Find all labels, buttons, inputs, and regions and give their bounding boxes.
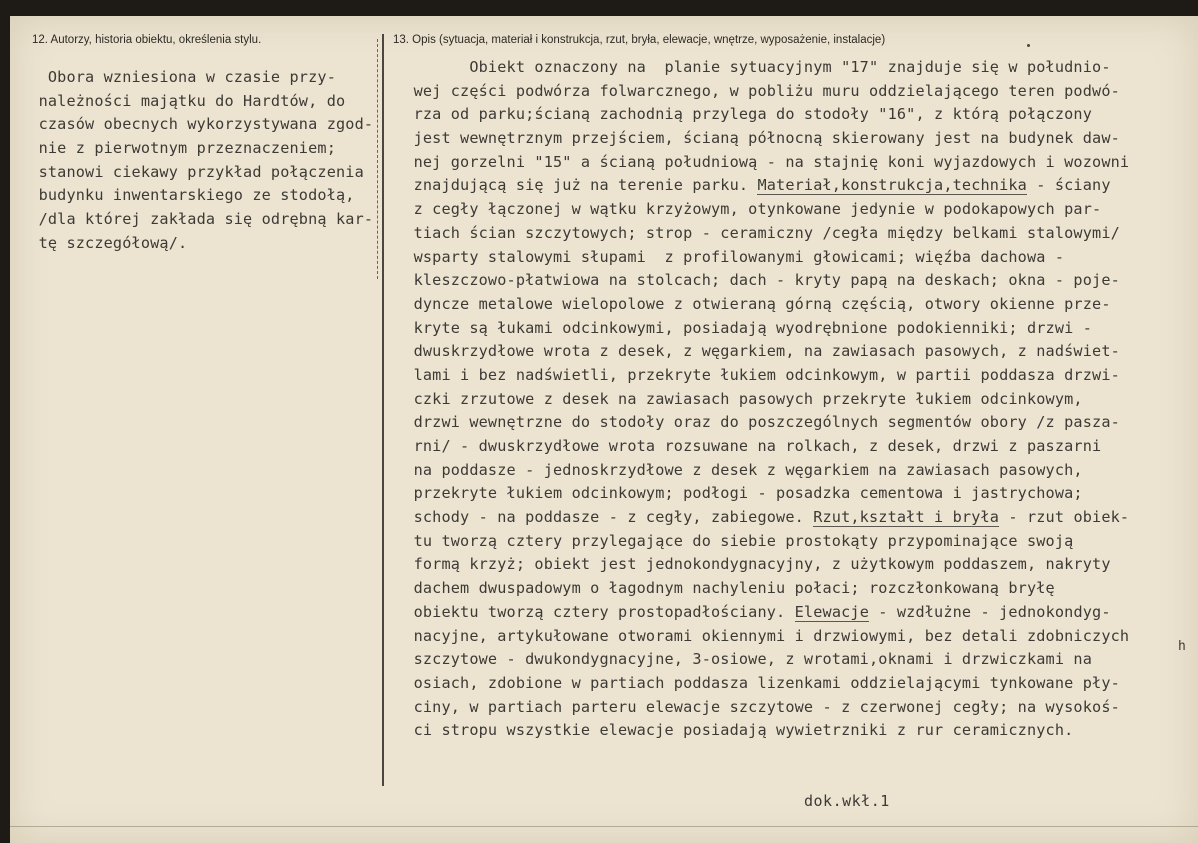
description-line [395, 56, 1129, 80]
description-line [395, 293, 1129, 317]
description-line [395, 577, 1129, 601]
description-text-segment: Obiekt oznaczony na planie sytuacyjnym "17" znajduje się w południo- [395, 58, 1111, 76]
description-line [395, 127, 1129, 151]
description-text-segment: na poddasze - jednoskrzydłowe z desek z węgarkiem na zawiasach pasowych, [395, 460, 1083, 479]
section-heading: Rzut,kształt i bryła [813, 508, 1000, 527]
history-line: stanowi ciekawy przykład połączenia [20, 162, 364, 181]
description-text [395, 56, 1129, 743]
description-text-segment: rni/ - dwuskrzydłowe wrota rozsuwane na rolkach, z desek, drzwi z paszarni [395, 437, 1102, 455]
history-line: tę szczegółową/. [20, 233, 188, 252]
history-line: należności majątku do Hardtów, do [20, 91, 346, 110]
description-text-segment: - rzut obiek- [999, 508, 1130, 527]
description-text-segment: z cegły łączonej w wątku krzyżowym, otynkowane jedynie w podokapowych par- [395, 200, 1102, 219]
description-text-segment: dwuskrzydłowe wrota z desek, z węgarkiem, na zawiasach pasowych, z nadświet- [395, 342, 1120, 361]
description-line [395, 411, 1129, 435]
description-text-segment: tiach ścian szczytowych; strop - ceramiczny /cegła między belkami stalowymi/ [395, 223, 1120, 242]
description-line [395, 625, 1129, 649]
description-text-segment: formą krzyż; obiekt jest jednokondygnacyjny, z użytkowym poddaszem, nakryty [395, 555, 1111, 574]
description-text-segment: ci stropu wszystkie elewacje posiadają wywietrzniki z rur ceramicznych. [395, 721, 1074, 740]
description-line [395, 672, 1129, 696]
description-line [395, 506, 1129, 530]
description-line [395, 696, 1129, 720]
document-sheet [10, 16, 1198, 843]
description-line [395, 530, 1129, 554]
history-line: /dla której zakłada się odrębną kar- [20, 210, 374, 229]
description-line [395, 174, 1129, 198]
description-line [395, 553, 1129, 577]
section-13-header: 13. Opis (sytuacja, materiał i konstrukcja, rzut, bryła, elewacje, wnętrze, wyposażenie, instalacje) [393, 34, 886, 46]
description-text-segment: obiektu tworzą cztery prostopadłościany. [395, 602, 795, 621]
description-text-segment: lami i bez nadświetli, przekryte łukiem odcinkowym, w partii poddasza drzwi- [395, 365, 1120, 384]
description-line [395, 719, 1129, 743]
description-text-segment: tu tworzą cztery przylegające do siebie prostokąty przypominające swoją [395, 531, 1074, 550]
description-line [395, 459, 1129, 483]
ink-dot [1027, 44, 1030, 47]
description-text-segment: wej części podwórza folwarcznego, w pobliżu muru oddzielającego teren podwó- [395, 81, 1120, 100]
description-line [395, 198, 1129, 222]
description-line [395, 388, 1129, 412]
description-text-segment: - ściany [1026, 176, 1111, 195]
description-line [395, 103, 1129, 127]
description-text-segment: wsparty stalowymi słupami z profilowanymi głowicami; więźba dachowa - [395, 247, 1065, 266]
history-text [20, 66, 373, 256]
history-line: czasów obecnych wykorzystywana zgod- [20, 115, 374, 134]
description-line [395, 340, 1129, 364]
description-text-segment: osiach, zdobione w partiach poddasza lizenkami oddzielającymi tynkowane pły- [395, 673, 1120, 692]
description-line [395, 222, 1129, 246]
description-line [395, 151, 1129, 175]
margin-note: h [1178, 639, 1186, 654]
section-12-header: 12. Autorzy, historia obiektu, określenia stylu. [32, 34, 262, 46]
description-text-segment: dachem dwuspadowym o łagodnym nachyleniu połaci; rozczłonkowaną bryłę [395, 579, 1055, 598]
section-heading: Elewacje [794, 602, 869, 621]
description-text-segment: szczytowe - dwukondygnacyjne, 3-osiowe, z wrotami,oknami i drzwiczkami na [395, 650, 1093, 669]
description-text-segment: jest wewnętrznym przejściem, ścianą północną skierowany jest na budynek daw- [395, 129, 1120, 148]
description-text-segment: kryte są łukami odcinkowymi, posiadają wyodrębnione podokienniki; drzwi - [395, 318, 1093, 337]
history-line: Obora wzniesiona w czasie przy- [20, 68, 336, 86]
description-text-segment: schody - na poddasze - z cegły, zabiegowe. [395, 508, 814, 527]
description-text-segment: rza od parku;ścianą zachodnią przylega do stodoły "16", z którą połączony [395, 105, 1093, 124]
description-text-segment: przekryte łukiem odcinkowym; podłogi - posadzka cementowa i jastrychowa; [395, 484, 1083, 503]
description-line [395, 80, 1129, 104]
paper-fold [10, 826, 1198, 827]
column-divider [382, 34, 384, 786]
description-text-segment: znajdującą się już na terenie parku. [395, 176, 758, 195]
description-text-segment: drzwi wewnętrzne do stodoły oraz do poszczególnych segmentów obory /z pasza- [395, 413, 1120, 432]
description-line [395, 482, 1129, 506]
description-text-segment: nej gorzelni "15" a ścianą południową - na stajnię koni wyjazdowych i wozowni [395, 152, 1130, 171]
history-line: nie z pierwotnym przeznaczeniem; [20, 139, 336, 158]
description-line [395, 269, 1129, 293]
description-line [395, 317, 1129, 341]
section-heading: Materiał,konstrukcja,technika [757, 176, 1027, 195]
description-text-segment: nacyjne, artykułowane otworami okiennymi i drzwiowymi, bez detali zdobniczych [395, 626, 1130, 645]
document-footer: dok.wkł.1 [804, 792, 890, 810]
description-line [395, 435, 1129, 459]
history-line: budynku inwentarskiego ze stodołą, [20, 186, 355, 205]
description-text-segment: dyncze metalowe wielopolowe z otwieraną górną częścią, otwory okienne prze- [395, 294, 1111, 313]
description-line [395, 364, 1129, 388]
left-column-divider [377, 39, 378, 279]
description-text-segment: kleszczowo-płatwiowa na stolcach; dach - kryty papą na deskach; okna - poje- [395, 271, 1120, 290]
description-text-segment: - wzdłużne - jednokondyg- [869, 602, 1111, 621]
description-line [395, 648, 1129, 672]
description-line [395, 246, 1129, 270]
description-text-segment: ciny, w partiach parteru elewacje szczytowe - z czerwonej cegły; na wysokoś- [395, 697, 1120, 716]
description-line [395, 601, 1129, 625]
description-text-segment: czki zrzutowe z desek na zawiasach pasowych przekryte łukiem odcinkowym, [395, 389, 1083, 408]
